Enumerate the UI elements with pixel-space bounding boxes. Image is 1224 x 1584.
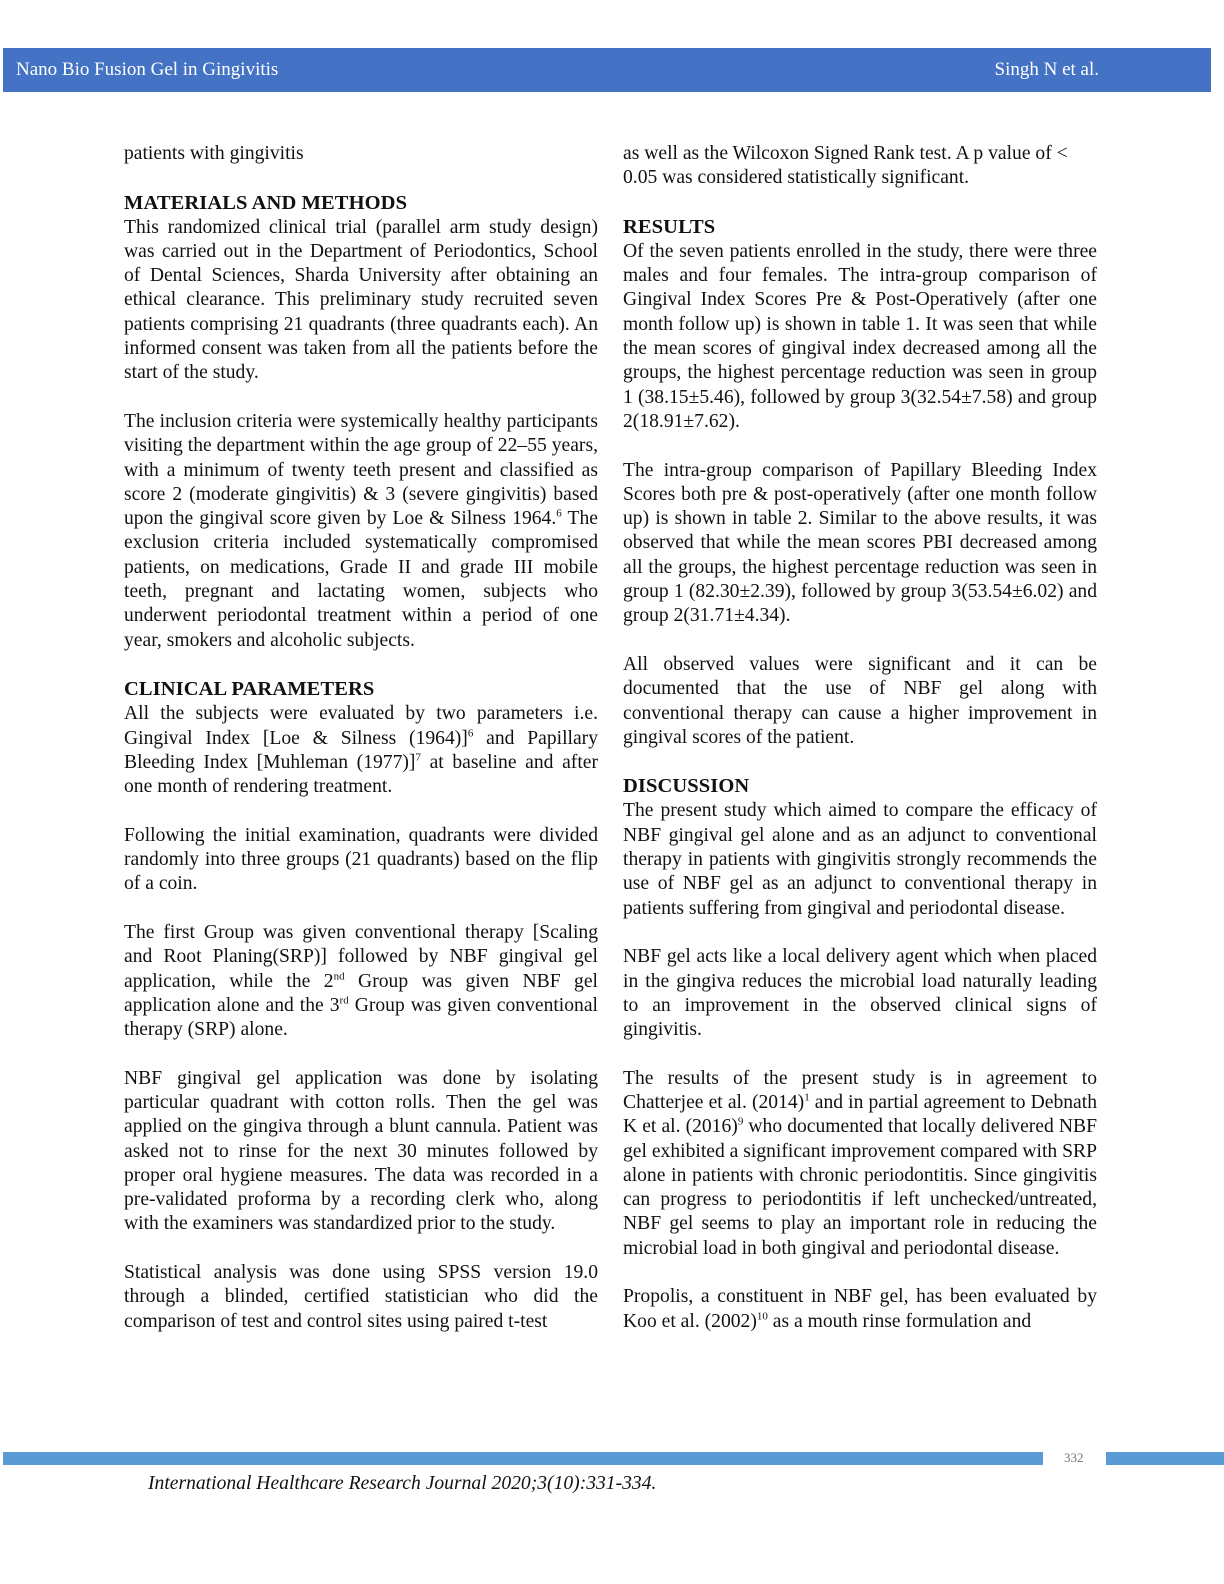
discussion-paragraph-3 xyxy=(623,1067,1097,1261)
text-span: Propolis, a constituent in NBF gel, has been evaluated by Koo et al. (2002) xyxy=(623,1286,1097,1332)
ordinal-suffix: nd xyxy=(333,969,345,982)
running-title: Nano Bio Fusion Gel in Gingivitis xyxy=(16,59,279,80)
text-span: Group was given conventional therapy (SRP) alone. xyxy=(124,994,598,1041)
page-number: 332 xyxy=(1064,1450,1084,1465)
citation-ref: 6 xyxy=(467,727,474,739)
intro-tail: patients with gingivitis xyxy=(124,143,304,164)
text-span: The exclusion criteria included systematically compromised patients, on medications, Grade II and grade III mobile teeth, pregnant and lactating women, subjects who underwent periodontal treatment within a period of one year, smokers and alcoholic subjects. xyxy=(124,508,598,651)
discussion-paragraph-4 xyxy=(623,1285,1097,1334)
results-paragraph-2: The intra-group comparison of Papillary Bleeding Index Scores both pre & post-operatively (after one month follow up) is shown in table 2. Similar to the above results, it was observed that while the mean scores PBI decreased among all the groups, the highest percentage reduction was seen in group 1 (82.30±2.39), followed by group 3(53.54±6.02) and group 2(31.71±4.34). xyxy=(623,459,1097,627)
discussion-heading: DISCUSSION xyxy=(623,775,750,798)
citation-ref: 9 xyxy=(737,1115,744,1128)
clinical-paragraph-5: Statistical analysis was done using SPSS version 19.0 through a blinded, certified statistician who did the comparison of test and control sites using paired t-test xyxy=(124,1262,598,1332)
clinical-paragraph-3 xyxy=(124,921,598,1042)
results-paragraph-1: Of the seven patients enrolled in the study, there were three males and four females. The intra-group comparison of Gingival Index Scores Pre & Post-Operatively (after one month follow up) is shown in table 1. It was seen that while the mean scores of gingival index decreased among all the groups, the highest percentage reduction was seen in group 1 (38.15±5.46), followed by group 3(32.54±7.58) and group 2(18.91±7.62). xyxy=(623,240,1097,432)
text-span: who documented that locally delivered NBF gel exhibited a significant improvement compared with SRP alone in patients with chronic periodontitis. Since gingivitis can progress to periodontitis if left unchecked/untreated, NBF gel seems to play an important role in reducing the microbial load in both gingival and periodontal disease. xyxy=(623,1116,1097,1259)
left-column xyxy=(124,142,598,1358)
text-span: The results of the present study is in agreement to Chatterjee et al. (2014) xyxy=(623,1067,1097,1113)
running-header xyxy=(3,48,1211,92)
text-span: and in partial agreement to Debnath K et al. (2016) xyxy=(623,1091,1097,1138)
methods-heading: MATERIALS AND METHODS xyxy=(124,191,408,214)
ordinal-suffix: rd xyxy=(339,994,349,1007)
results-heading: RESULTS xyxy=(623,215,716,238)
text-span: All the subjects were evaluated by two parameters i.e. Gingival Index [Loe & Silness (1964)] xyxy=(124,703,598,749)
clinical-paragraph-1 xyxy=(124,702,598,799)
methods-paragraph-1: This randomized clinical trial (parallel arm study design) was carried out in the Department of Periodontics, School of Dental Sciences, Sharda University after obtaining an ethical clearance. This preliminary study recruited seven patients comprising 21 quadrants (three quadrants each). An informed consent was taken from all the patients before the start of the study. xyxy=(124,216,598,384)
running-author: Singh N et al. xyxy=(994,59,1099,80)
discussion-paragraph-1: The present study which aimed to compare the efficacy of NBF gingival gel alone and as an adjunct to conventional therapy in patients with gingivitis strongly recommends the use of NBF gel as an adjunct to conventional therapy in patients suffering from gingival and periodontal disease. xyxy=(623,800,1097,919)
right-column xyxy=(623,142,1097,1358)
results-paragraph-3: All observed values were significant and it can be documented that the use of NBF gel along with conventional therapy can cause a higher improvement in gingival scores of the patient. xyxy=(623,653,1097,748)
citation-ref: 10 xyxy=(756,1310,768,1323)
text-span: The first Group was given conventional therapy [Scaling and Root Planing(SRP)] followed by NBF gingival gel application, while the 2 xyxy=(124,921,598,992)
text-span: Group was given NBF gel application alone and the 3 xyxy=(124,970,598,1016)
clinical-paragraph-4: NBF gingival gel application was done by isolating particular quadrant with cotton rolls. Then the gel was applied on the gingiva through a blunt cannula. Patient was asked not to rinse for the next 30 minutes followed by proper oral hygiene measures. The data was recorded in a pre-validated proforma by a recording clerk who, along with the examiners was standardized prior to the study. xyxy=(124,1067,598,1235)
citation-ref: 6 xyxy=(556,507,562,520)
text-span: at baseline and after one month of rendering treatment. xyxy=(124,751,598,798)
text-span: as a mouth rinse formulation and xyxy=(767,1310,1032,1332)
footer-rule-left xyxy=(3,1452,1043,1465)
citation-ref: 7 xyxy=(415,751,421,764)
text-span: The inclusion criteria were systemically healthy participants visiting the department within the age group of 22–55 years, with a minimum of twenty teeth present and classified as score 2 (moderate gingivitis) & 3 (severe gingivitis) based upon the gingival score given by Loe & Silness 1964. xyxy=(124,410,598,530)
clinical-parameters-heading: CLINICAL PARAMETERS xyxy=(124,678,375,701)
text-span: and Papillary Bleeding Index [Muhleman (1977)] xyxy=(124,727,598,773)
clinical-paragraph-2: Following the initial examination, quadrants were divided randomly into three groups (21 quadrants) based on the flip of a coin. xyxy=(124,824,598,895)
citation-ref: 1 xyxy=(804,1091,810,1104)
footer-rule-right xyxy=(1106,1452,1224,1465)
methods-paragraph-2 xyxy=(124,410,598,653)
stats-tail: as well as the Wilcoxon Signed Rank test. A p value of < 0.05 was considered statistically significant. xyxy=(623,143,1068,189)
discussion-paragraph-2: NBF gel acts like a local delivery agent which when placed in the gingiva reduces the microbial load naturally leading to an improvement in the observed clinical signs of gingivitis. xyxy=(623,946,1097,1041)
journal-citation: International Healthcare Research Journal 2020;3(10):331-334. xyxy=(148,1473,657,1494)
